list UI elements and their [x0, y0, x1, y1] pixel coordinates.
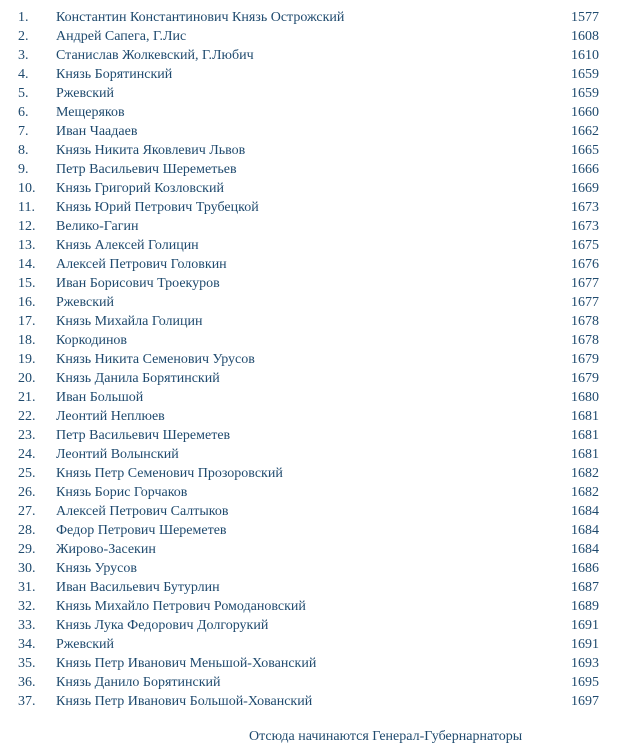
list-item	[0, 502, 629, 521]
item-number: 13.	[18, 238, 36, 253]
item-number: 8.	[18, 143, 29, 158]
item-name: Князь Данило Борятинский	[56, 675, 221, 690]
item-number: 2.	[18, 29, 29, 44]
list-item	[0, 179, 629, 198]
item-number: 11.	[18, 200, 35, 215]
item-year: 1677	[571, 295, 599, 310]
item-year: 1678	[571, 333, 599, 348]
item-name: Князь Михайло Петрович Ромодановский	[56, 599, 306, 614]
item-year: 1682	[571, 485, 599, 500]
item-year: 1662	[571, 124, 599, 139]
item-year: 1608	[571, 29, 599, 44]
item-year: 1669	[571, 181, 599, 196]
item-name: Князь Лука Федорович Долгорукий	[56, 618, 269, 633]
list-item	[0, 312, 629, 331]
list-item	[0, 559, 629, 578]
item-name: Иван Васильевич Бутурлин	[56, 580, 220, 595]
item-number: 22.	[18, 409, 36, 424]
item-name: Алексей Петрович Салтыков	[56, 504, 229, 519]
item-name: Ржевский	[56, 295, 115, 310]
item-year: 1681	[571, 409, 599, 424]
item-name: Ржевский	[56, 637, 115, 652]
item-number: 7.	[18, 124, 29, 139]
list-item	[0, 578, 629, 597]
item-year: 1684	[571, 523, 599, 538]
item-name: Петр Васильевич Шереметев	[56, 428, 231, 443]
item-number: 24.	[18, 447, 36, 462]
item-year: 1577	[571, 10, 599, 25]
item-name: Мещеряков	[56, 105, 125, 120]
item-number: 32.	[18, 599, 36, 614]
governors-list	[0, 8, 629, 711]
list-item	[0, 483, 629, 502]
item-number: 5.	[18, 86, 29, 101]
item-name: Иван Чаадаев	[56, 124, 138, 139]
list-item	[0, 635, 629, 654]
item-number: 16.	[18, 295, 36, 310]
item-name: Федор Петрович Шереметев	[56, 523, 227, 538]
list-item	[0, 388, 629, 407]
item-number: 12.	[18, 219, 36, 234]
item-year: 1695	[571, 675, 599, 690]
item-year: 1691	[571, 637, 599, 652]
item-number: 37.	[18, 694, 36, 709]
item-year: 1680	[571, 390, 599, 405]
item-year: 1681	[571, 447, 599, 462]
list-item	[0, 445, 629, 464]
list-item	[0, 673, 629, 692]
item-number: 3.	[18, 48, 29, 63]
item-year: 1659	[571, 86, 599, 101]
item-name: Князь Данила Борятинский	[56, 371, 220, 386]
item-name: Князь Григорий Козловский	[56, 181, 224, 196]
item-number: 6.	[18, 105, 29, 120]
item-number: 34.	[18, 637, 36, 652]
list-item	[0, 293, 629, 312]
item-number: 4.	[18, 67, 29, 82]
item-name: Князь Юрий Петрович Трубецкой	[56, 200, 259, 215]
list-item	[0, 8, 629, 27]
item-number: 31.	[18, 580, 36, 595]
list-item	[0, 369, 629, 388]
item-year: 1660	[571, 105, 599, 120]
list-item	[0, 350, 629, 369]
list-item	[0, 616, 629, 635]
list-item	[0, 464, 629, 483]
list-item	[0, 236, 629, 255]
list-item	[0, 331, 629, 350]
item-name: Ржевский	[56, 86, 115, 101]
item-name: Князь Петр Семенович Прозоровский	[56, 466, 283, 481]
list-item	[0, 141, 629, 160]
item-name: Петр Васильевич Шереметьев	[56, 162, 237, 177]
item-year: 1678	[571, 314, 599, 329]
list-item	[0, 521, 629, 540]
item-year: 1673	[571, 219, 599, 234]
footer-note: Отсюда начинаются Генерал-Губернарнаторы	[249, 729, 523, 744]
item-name: Князь Алексей Голицин	[56, 238, 199, 253]
item-name: Князь Никита Семенович Урусов	[56, 352, 255, 367]
list-item	[0, 407, 629, 426]
item-name: Алексей Петрович Головкин	[56, 257, 227, 272]
item-number: 17.	[18, 314, 36, 329]
list-item	[0, 160, 629, 179]
item-number: 27.	[18, 504, 36, 519]
item-year: 1693	[571, 656, 599, 671]
list-item	[0, 65, 629, 84]
item-year: 1684	[571, 542, 599, 557]
list-item	[0, 27, 629, 46]
list-item	[0, 198, 629, 217]
item-number: 36.	[18, 675, 36, 690]
item-year: 1691	[571, 618, 599, 633]
item-name: Леонтий Волынский	[56, 447, 179, 462]
item-number: 21.	[18, 390, 36, 405]
item-name: Андрей Сапега, Г.Лис	[56, 29, 187, 44]
item-number: 23.	[18, 428, 36, 443]
item-year: 1687	[571, 580, 599, 595]
item-number: 25.	[18, 466, 36, 481]
item-number: 26.	[18, 485, 36, 500]
list-item	[0, 692, 629, 711]
item-number: 30.	[18, 561, 36, 576]
item-name: Иван Большой	[56, 390, 144, 405]
item-name: Константин Константинович Князь Острожский	[56, 10, 345, 25]
list-item	[0, 217, 629, 236]
item-number: 18.	[18, 333, 36, 348]
item-year: 1689	[571, 599, 599, 614]
item-name: Станислав Жолкевский, Г.Любич	[56, 48, 254, 63]
item-year: 1665	[571, 143, 599, 158]
item-number: 29.	[18, 542, 36, 557]
item-name: Леонтий Неплюев	[56, 409, 165, 424]
item-name: Князь Борис Горчаков	[56, 485, 188, 500]
item-number: 10.	[18, 181, 36, 196]
item-year: 1659	[571, 67, 599, 82]
list-item	[0, 46, 629, 65]
list-item	[0, 84, 629, 103]
item-year: 1686	[571, 561, 599, 576]
item-year: 1682	[571, 466, 599, 481]
item-number: 15.	[18, 276, 36, 291]
item-year: 1676	[571, 257, 599, 272]
list-item	[0, 255, 629, 274]
list-item	[0, 122, 629, 141]
item-number: 14.	[18, 257, 36, 272]
list-item	[0, 654, 629, 673]
item-year: 1675	[571, 238, 599, 253]
item-name: Иван Борисович Троекуров	[56, 276, 220, 291]
list-item	[0, 540, 629, 559]
list-item	[0, 597, 629, 616]
item-name: Князь Петр Иванович Большой-Хованский	[56, 694, 313, 709]
item-number: 35.	[18, 656, 36, 671]
item-year: 1681	[571, 428, 599, 443]
item-name: Князь Урусов	[56, 561, 138, 576]
item-name: Велико-Гагин	[56, 219, 139, 234]
item-number: 19.	[18, 352, 36, 367]
item-year: 1666	[571, 162, 599, 177]
item-year: 1679	[571, 371, 599, 386]
item-number: 9.	[18, 162, 29, 177]
item-year: 1679	[571, 352, 599, 367]
item-year: 1673	[571, 200, 599, 215]
item-number: 20.	[18, 371, 36, 386]
item-year: 1610	[571, 48, 599, 63]
item-name: Князь Борятинский	[56, 67, 173, 82]
list-item	[0, 426, 629, 445]
item-year: 1677	[571, 276, 599, 291]
item-name: Коркодинов	[56, 333, 128, 348]
list-item	[0, 103, 629, 122]
item-name: Князь Михайла Голицин	[56, 314, 203, 329]
item-number: 1.	[18, 10, 29, 25]
item-name: Князь Петр Иванович Меньшой-Хованский	[56, 656, 317, 671]
item-name: Князь Никита Яковлевич Львов	[56, 143, 246, 158]
item-number: 28.	[18, 523, 36, 538]
item-number: 33.	[18, 618, 36, 633]
list-item	[0, 274, 629, 293]
item-year: 1684	[571, 504, 599, 519]
item-name: Жирово-Засекин	[56, 542, 156, 557]
item-year: 1697	[571, 694, 599, 709]
